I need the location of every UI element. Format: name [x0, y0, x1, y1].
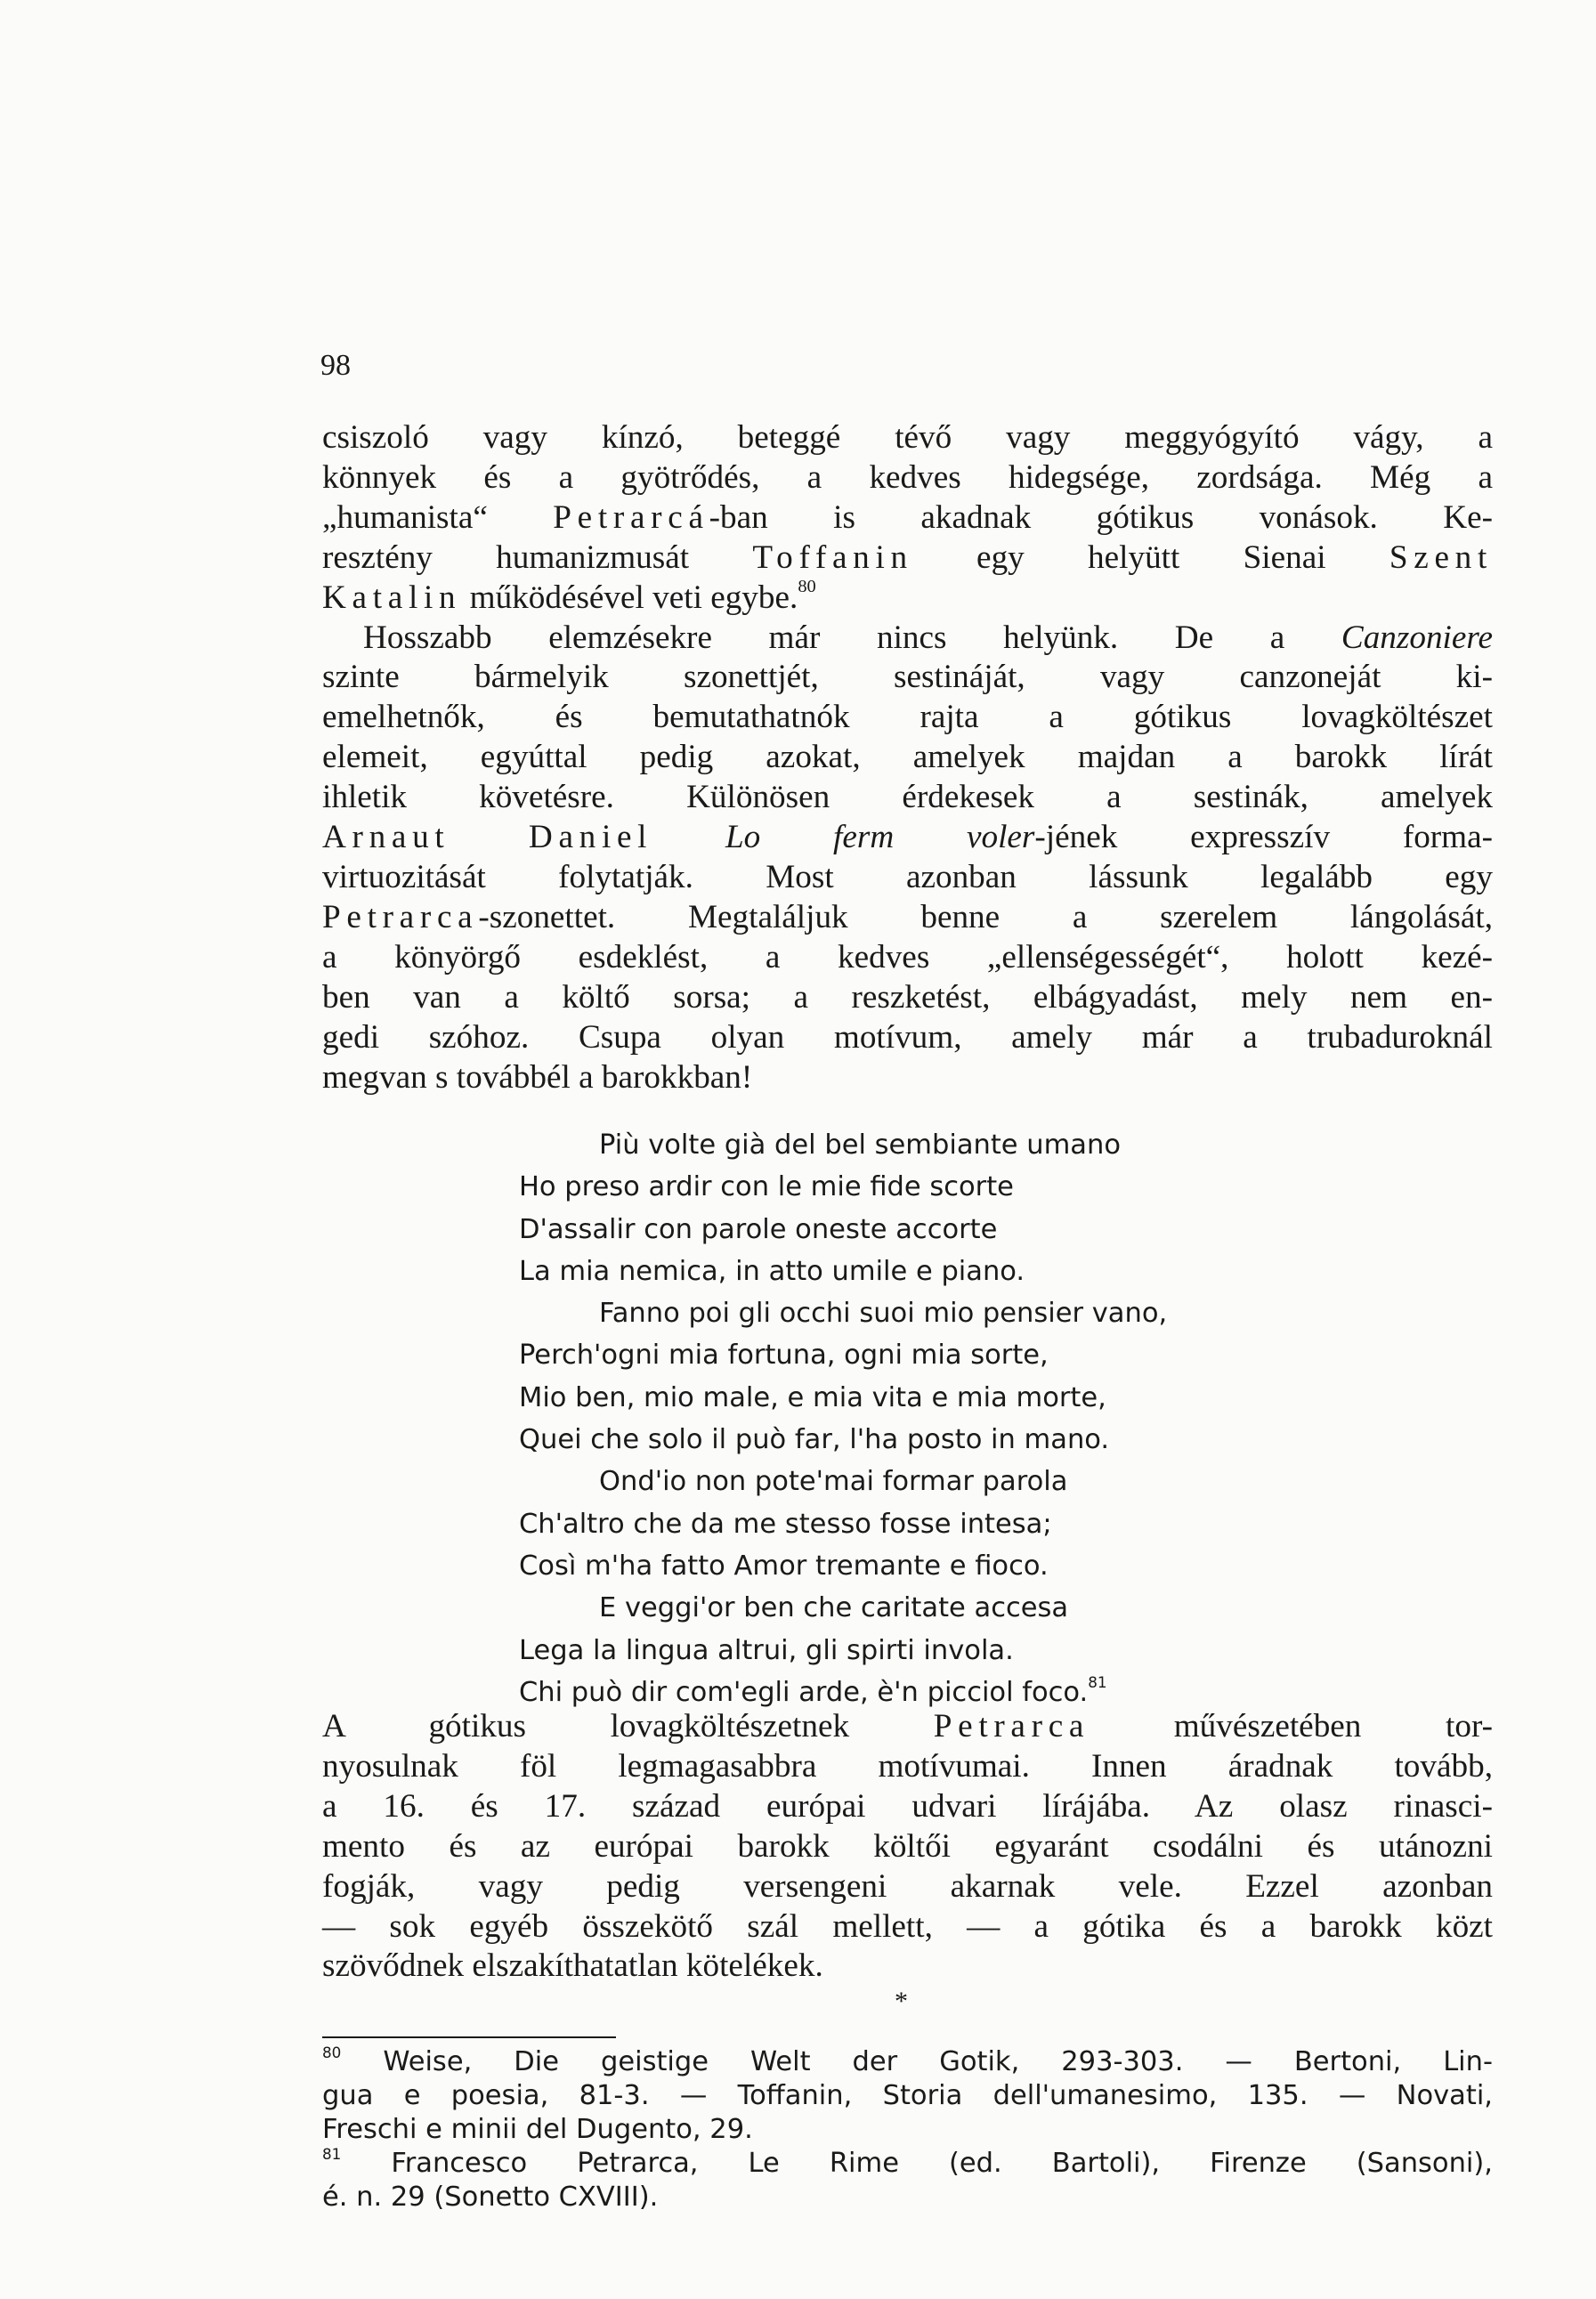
footnote-line: é. n. 29 (Sonetto CXVIII).	[322, 2182, 659, 2213]
paragraph-1	[322, 418, 1493, 1097]
verse-line: La mia nemica, in atto umile e piano.	[519, 1255, 1025, 1287]
section-asterisk: *	[895, 1987, 908, 2016]
text-line: szövődnek elszakíthatatlan kötelékek.	[322, 1947, 823, 1985]
verse-line: D'assalir con parole oneste accorte	[519, 1213, 998, 1245]
paragraph-2	[322, 1707, 1493, 1987]
text-line: Hosszabb elemzésekre már nincs helyünk. De a Canzoniere	[363, 619, 1493, 656]
text-line: szinte bármelyik szonettjét, sestináját, vagy canzoneját ki-	[322, 659, 1493, 696]
verse-line: Mio ben, mio male, e mia vita e mia morte,	[519, 1381, 1106, 1413]
text-line: nyosulnak föl legmagasabbra motívumai. Innen áradnak tovább,	[322, 1747, 1493, 1785]
text-line: elemeit, egyúttal pedig azokat, amelyek majdan a barokk lírát	[322, 739, 1493, 776]
verse-line: E veggi'or ben che caritate accesa	[599, 1592, 1069, 1624]
text-line: mento és az európai barokk költői egyaránt csodálni és utánozni	[322, 1827, 1493, 1865]
text-line: — sok egyéb összekötő szál mellett, — a gótika és a barokk közt	[322, 1907, 1493, 1945]
text-line: a könyörgő esdeklést, a kedves „ellenségességét“, holott kezé-	[322, 938, 1493, 975]
verse-line: Perch'ogni mia fortuna, ogni mia sorte,	[519, 1340, 1049, 1372]
sonnet	[519, 1124, 1167, 1713]
footnotes	[322, 2045, 1493, 2214]
text-line: a 16. és 17. század európai udvari lírájába. Az olasz rinasci-	[322, 1787, 1493, 1825]
verse-line: Chi può dir com'egli arde, è'n picciol foco.$^{81}$	[519, 1673, 1107, 1708]
text-line: virtuozitását folytatják. Most azonban lássunk legalább egy	[322, 858, 1493, 895]
verse-line: Ond'io non pote'mai formar parola	[599, 1466, 1068, 1498]
text-line: ben van a költő sorsa; a reszketést, elbágyadást, mely nem en-	[322, 978, 1493, 1016]
footnote-line: gua e poesia, 81-3. — Toffanin, Storia dell'umanesimo, 135. — Novati,	[322, 2080, 1493, 2111]
text-line: „humanista“ Petrarcá-ban is akadnak gótikus vonások. Ke-	[322, 498, 1493, 536]
verse-line: Ho preso ardir con le mie fide scorte	[519, 1171, 1014, 1203]
text-line: resztény humanizmusát Toffanin egy helyütt Sienai Szent	[322, 538, 1493, 576]
text-line: Arnaut Daniel Lo ferm voler-jének expresszív forma-	[322, 819, 1494, 856]
footnote-line: $^{81}$ Francesco Petrarca, Le Rime (ed. Bartoli), Firenze (Sansoni),	[322, 2144, 1493, 2179]
text-line: A gótikus lovagköltészetnek Petrarca művészetében tor-	[322, 1708, 1493, 1744]
footnote-line: Freschi e minii del Dugento, 29.	[322, 2114, 753, 2145]
text-line: gedi szóhoz. Csupa olyan motívum, amely már a trubaduroknál	[322, 1018, 1493, 1056]
footnote-line: $^{80}$ Weise, Die geistige Welt der Gotik, 293-303. — Bertoni, Lin-	[322, 2043, 1493, 2077]
text-line: könnyek és a gyötrődés, a kedves hidegsége, zordsága. Még a	[322, 458, 1493, 496]
verse-line: Così m'ha fatto Amor tremante e fioco.	[519, 1550, 1049, 1582]
text-line: csiszoló vagy kínzó, beteggé tévő vagy meggyógyító vágy, a	[322, 419, 1493, 456]
text-line: Petrarca-szonettet. Megtaláljuk benne a szerelem lángolását,	[322, 898, 1493, 935]
text-line: Katalin működésével veti egybe.$^{80}$	[322, 577, 816, 616]
text-line: megvan s továbbél a barokkban!	[322, 1058, 753, 1096]
verse-line: Quei che solo il può far, l'ha posto in mano.	[519, 1424, 1110, 1456]
verse-line: Lega la lingua altrui, gli spirti invola.	[519, 1634, 1014, 1666]
verse-line: Fanno poi gli occhi suoi mio pensier vano,	[599, 1298, 1168, 1330]
verse-line: Ch'altro che da me stesso fosse intesa;	[519, 1508, 1052, 1540]
text-line: emelhetnők, és bemutathatnók rajta a gótikus lovagköltészet	[322, 699, 1493, 736]
text-line: fogják, vagy pedig versengeni akarnak vele. Ezzel azonban	[322, 1867, 1493, 1905]
text-line: ihletik követésre. Különösen érdekesek a sestinák, amelyek	[322, 779, 1493, 816]
page-number: 98	[320, 349, 351, 382]
verse-line: Più volte già del bel sembiante umano	[599, 1129, 1121, 1161]
footnote-rule	[322, 2036, 616, 2038]
